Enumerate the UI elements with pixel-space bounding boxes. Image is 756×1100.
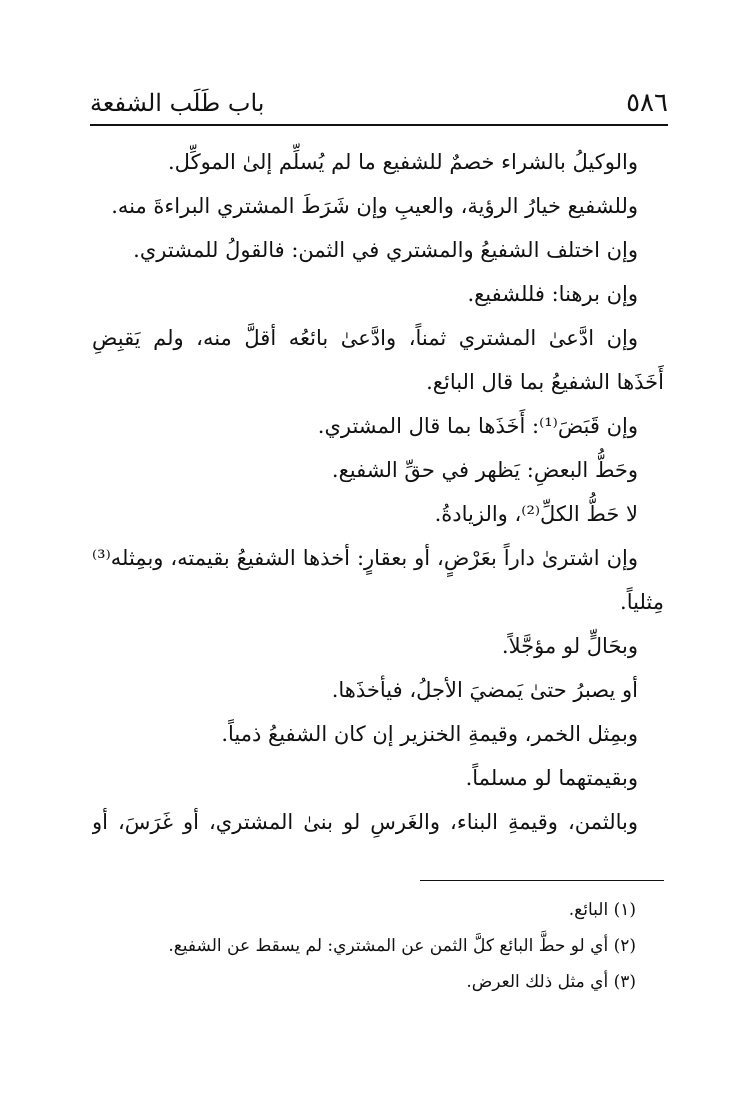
text-line: مِثلياً. xyxy=(620,590,664,614)
text-line: وبالثمن، وقيمةِ البناء، والغَرسِ لو بنىٰ المشتري، أو غَرَسَ، أو xyxy=(92,810,638,834)
footnote: (٢) أي لو حطَّ البائع كلَّ الثمن عن المشتري: لم يسقط عن الشفيع. xyxy=(168,936,636,956)
text-line: أو يصبرُ حتىٰ يَمضيَ الأجلُ، فيأخذَها. xyxy=(331,678,638,702)
text-line: وإن قَبَضَ⁽¹⁾: أَخَذَها بما قال المشتري. xyxy=(317,414,638,438)
text-line: وبحَالٍّ لو مؤجَّلاً. xyxy=(501,634,638,658)
footnotes xyxy=(92,892,636,1000)
text-line: وإن اشترىٰ داراً بعَرْضٍ، أو بعقارٍ: أخذها الشفيعُ بقيمته، وبمِثله⁽³⁾ xyxy=(92,546,638,570)
text-line: وحَطُّ البعضِ: يَظهر في حقِّ الشفيع. xyxy=(331,458,638,482)
footnote-rule xyxy=(420,880,664,881)
text-line: وبقيمتهما لو مسلماً. xyxy=(465,766,638,790)
text-line: وإن ادَّعىٰ المشتري ثمناً، وادَّعىٰ بائعُه أقلَّ منه، ولم يَقبِضِ xyxy=(92,326,638,350)
text-line: وإن اختلف الشفيعُ والمشتري في الثمن: فالقولُ للمشتري. xyxy=(133,238,638,262)
text-line: لا حَطُّ الكلِّ⁽²⁾، والزيادةُ. xyxy=(434,502,638,526)
text-line: والوكيلُ بالشراء خصمٌ للشفيع ما لم يُسلِّم إلىٰ الموكِّل. xyxy=(168,150,638,174)
text-line: وبمِثل الخمر، وقيمةِ الخنزير إن كان الشفيعُ ذمياً. xyxy=(221,722,638,746)
header-rule xyxy=(90,124,668,126)
footnote: (٣) أي مثل ذلك العرض. xyxy=(466,972,636,992)
footnote: (١) البائع. xyxy=(568,900,636,920)
running-title: باب طَلَب الشفعة xyxy=(90,89,265,117)
main-text xyxy=(92,140,664,844)
text-line: وإن برهنا: فللشفيع. xyxy=(467,282,638,306)
text-line: وللشفيع خيارُ الرؤية، والعيبِ وإن شَرَطَ المشتري البراءةَ منه. xyxy=(111,194,638,218)
text-line: أَخَذَها الشفيعُ بما قال البائع. xyxy=(426,370,664,394)
page-number: ٥٨٦ xyxy=(626,88,668,118)
page-header xyxy=(90,84,668,124)
